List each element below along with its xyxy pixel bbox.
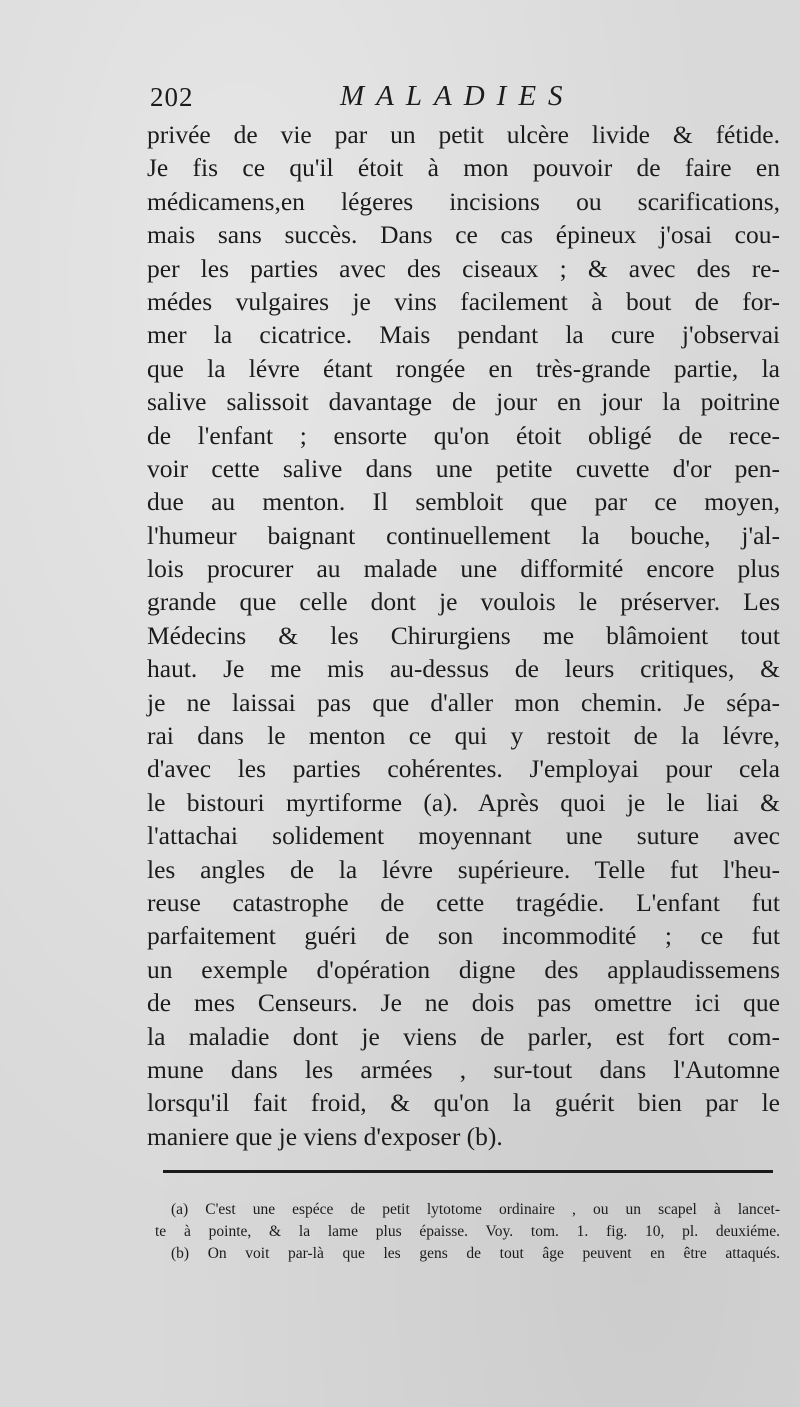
text-line: l'attachai solidement moyennant une suture avec [147,821,780,851]
text-line: médes vulgaires je vins facilement à bout de for- [147,286,780,316]
text-line: les angles de la lévre supérieure. Telle fut l'heu- [147,854,780,884]
text-line: due au menton. Il sembloit que par ce moyen, [147,487,780,517]
text-line: je ne laissai pas que d'aller mon chemin. Je sépa- [147,687,780,717]
text-line: de l'enfant ; ensorte qu'on étoit obligé de rece- [147,420,780,450]
body-text [147,118,780,1153]
text-line: rai dans le menton ce qui y restoit de la lévre, [147,721,780,751]
text-line: voir cette salive dans une petite cuvette d'or pen- [147,453,780,483]
text-line: reuse catastrophe de cette tragédie. L'enfant fut [147,887,780,917]
text-line: Je fis ce qu'il étoit à mon pouvoir de faire en [147,153,780,183]
text-line: un exemple d'opération digne des applaudissemens [147,954,780,984]
footnotes [155,1199,780,1265]
footnote-b: (b) On voit par-là que les gens de tout âge peuvent en être attaqués. [171,1245,780,1262]
text-line: mais sans succès. Dans ce cas épineux j'osai cou- [147,220,780,250]
page-header [150,82,770,116]
text-line: l'humeur baignant continuellement la bouche, j'al- [147,520,780,550]
text-line: lois procurer au malade une difformité encore plus [147,554,780,584]
text-line: privée de vie par un petit ulcère livide & fétide. [147,120,780,149]
text-line: mer la cicatrice. Mais pendant la cure j'observai [147,320,780,350]
text-line: grande que celle dont je voulois le préserver. Les [147,587,780,617]
text-line-last: maniere que je viens d'exposer (b). [147,1121,503,1151]
text-line: lorsqu'il fait froid, & qu'on la guérit bien par le [147,1088,780,1118]
text-line: le bistouri myrtiforme (a). Après quoi je le liai & [147,787,780,817]
footnote-rule [163,1170,773,1173]
text-line: mune dans les armées , sur-tout dans l'Automne [147,1054,780,1084]
text-line: salive salissoit davantage de jour en jour la poitrine [147,387,780,417]
text-line: per les parties avec des ciseaux ; & avec des re- [147,253,780,283]
footnote-a-continued: te à pointe, & la lame plus épaisse. Voy. tom. 1. fig. 10, pl. deuxiéme. [155,1223,780,1240]
text-line: médicamens,en légeres incisions ou scarifications, [147,186,780,216]
text-line: la maladie dont je viens de parler, est fort com- [147,1021,780,1051]
text-line: haut. Je me mis au-dessus de leurs critiques, & [147,654,780,684]
text-line: parfaitement guéri de son incommodité ; ce fut [147,921,780,951]
text-line: Médecins & les Chirurgiens me blâmoient tout [147,620,780,650]
text-line: de mes Censeurs. Je ne dois pas omettre ici que [147,988,780,1018]
text-line: que la lévre étant rongée en très-grande partie, la [147,353,780,383]
page-number: 202 [150,82,194,112]
text-line: d'avec les parties cohérentes. J'employai pour cela [147,754,780,784]
running-head: MALADIES [340,80,575,112]
footnote-a: (a) C'est une espéce de petit lytotome ordinaire , ou un scapel à lancet- [171,1201,780,1218]
